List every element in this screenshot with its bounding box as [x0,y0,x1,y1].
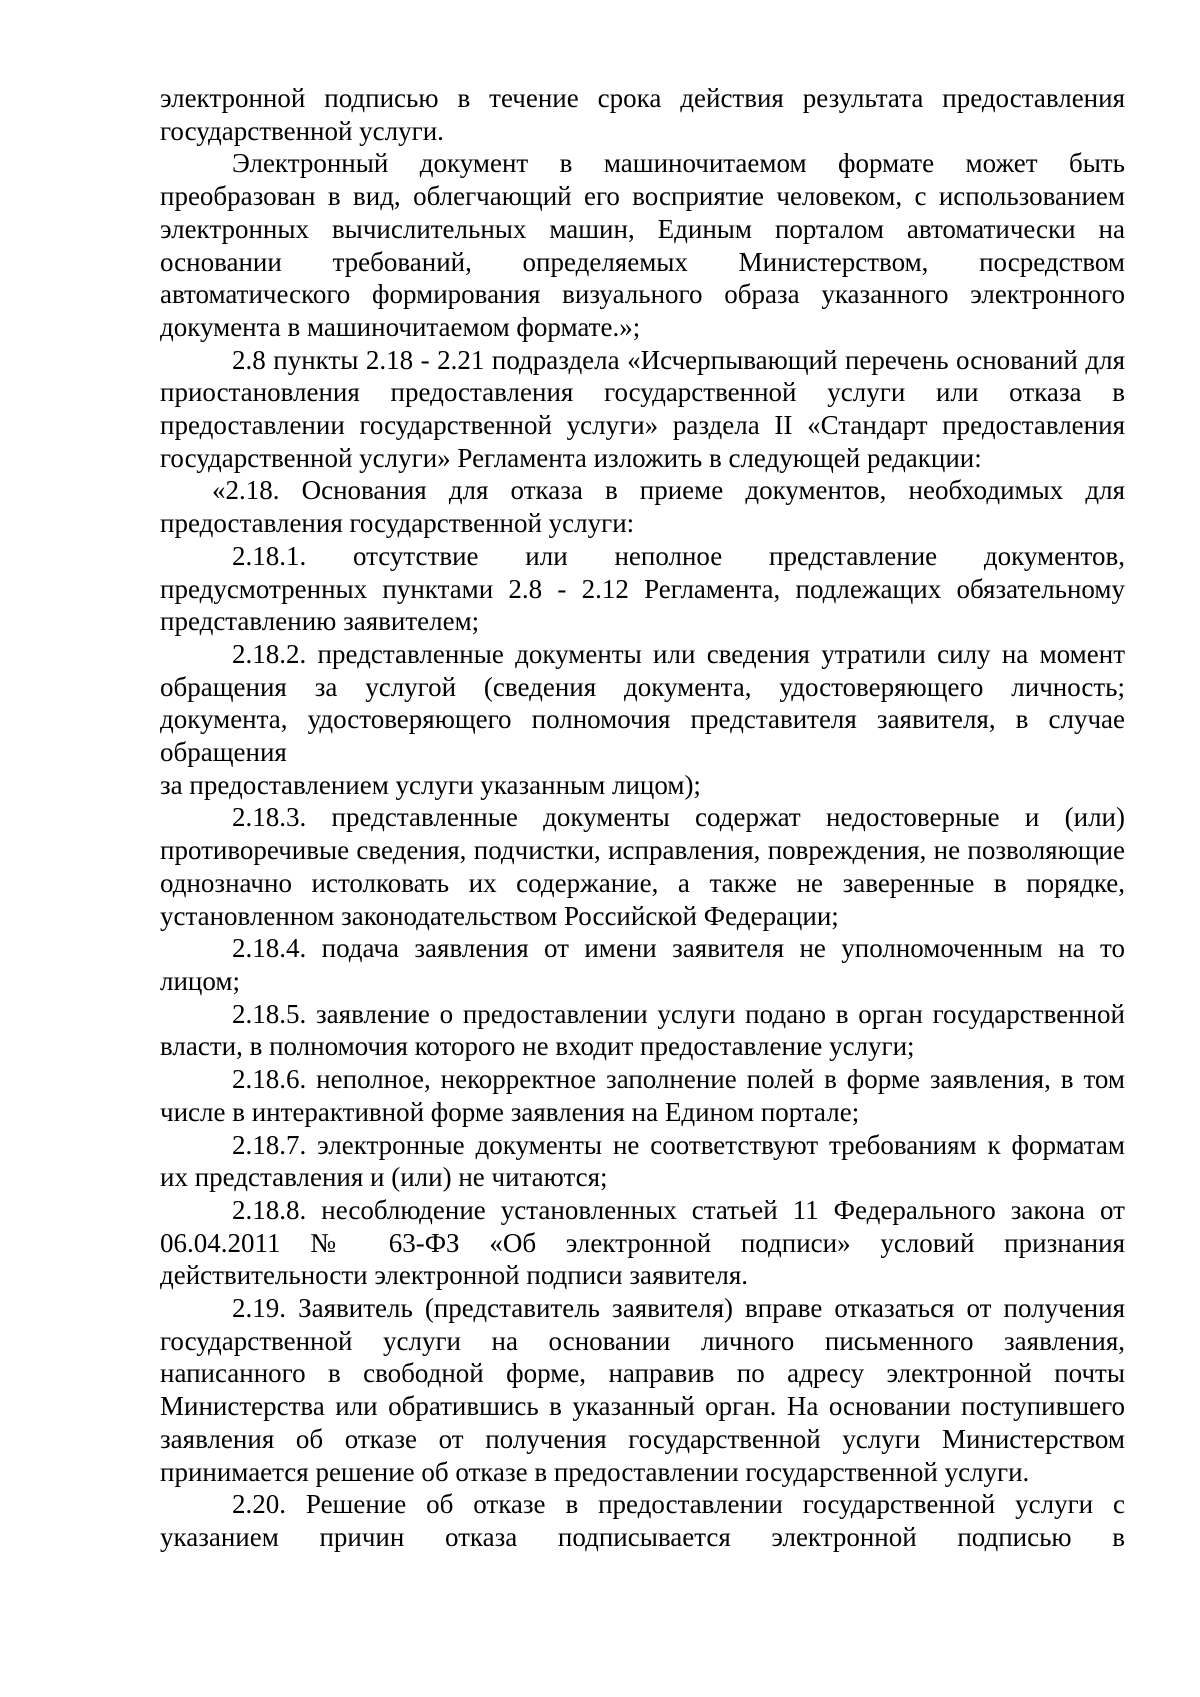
paragraph-2-18-8: 2.18.8. несоблюдение установленных статьей 11 Федерального закона от 06.04.2011 № 63-ФЗ «Об электронной подписи» условий признания действительности электронной подписи заявителя. [160,1194,1125,1291]
paragraph-2-18-4: 2.18.4. подача заявления от имени заявителя не уполномоченным на то лицом; [160,933,1125,996]
paragraph-2-18-2: 2.18.2. представленные документы или сведения утратили силу на момент обращения за услугой (сведения документа, удостоверяющего личность; документа, удостоверяющего полномочия представителя заявителя, в случае обращения [160,638,1125,768]
paragraph-2-19: 2.19. Заявитель (представитель заявителя) вправе отказаться от получения государственной услуги на основании личного письменного заявления, написанного в свободной форме, направив по адресу электронной почты Министерства или обратившись в указанный орган. На основании поступившего заявления об отказе от получения государственной услуги Министерством принимается решение об отказе в предоставлении государственной услуги. [160,1293,1125,1487]
paragraph-2-18-1: 2.18.1. отсутствие или неполное представление документов, предусмотренных пунктами 2.8 - 2.12 Регламента, подлежащих обязательному представлению заявителем; [160,540,1125,637]
document-page [160,82,1125,1554]
paragraph-2-20: 2.20. Решение об отказе в предоставлении государственной услуги с указанием причин отказа подписывается электронной подписью в [160,1489,1125,1552]
paragraph-2-18-3: 2.18.3. представленные документы содержат недостоверные и (или) противоречивые сведения, подчистки, исправления, повреждения, не позволяющие однозначно истолковать их содержание, а также не заверенные в порядке, установленном законодательством Российской Федерации; [160,802,1125,931]
paragraph-2-8: 2.8 пункты 2.18 - 2.21 подраздела «Исчерпывающий перечень оснований для приостановления предоставления государственной услуги или отказа в предоставлении государственной услуги» раздела II «Стандарт предоставления государственной услуги» Регламента изложить в следующей редакции: [160,344,1125,473]
paragraph-2-18-7: 2.18.7. электронные документы не соответствуют требованиям к форматам их представления и (или) не читаются; [160,1129,1125,1193]
paragraph-2-18: «2.18. Основания для отказа в приеме документов, необходимых для предоставления государственной услуги: [160,475,1125,539]
paragraph-2-18-6: 2.18.6. неполное, некорректное заполнение полей в форме заявления, в том числе в интерактивной форме заявления на Едином портале; [160,1064,1125,1127]
paragraph-continuation: электронной подписью в течение срока действия результата предоставления государственной услуги. [160,83,1125,146]
paragraph-2-18-5: 2.18.5. заявление о предоставлении услуги подано в орган государственной власти, в полномочия которого не входит предоставление услуги; [160,998,1125,1062]
paragraph-electronic-document: Электронный документ в машиночитаемом формате может быть преобразован в вид, облегчающий его восприятие человеком, с использованием электронных вычислительных машин, Единым порталом автоматически на основании требований, определяемых Министерством, посредством автоматического формирования визуального образа указанного электронного документа в машиночитаемом формате.»; [160,148,1125,342]
paragraph-2-18-2-continuation: за предоставлением услуги указанным лицом); [160,769,701,800]
